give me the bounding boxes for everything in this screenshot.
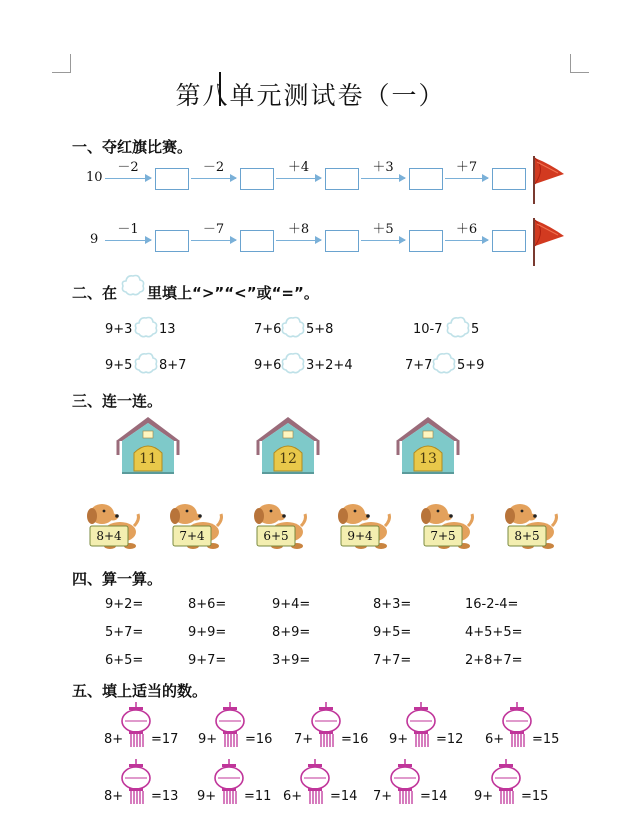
arrow bbox=[191, 178, 236, 179]
lantern-icon[interactable] bbox=[119, 702, 153, 752]
compare-right: 13 bbox=[159, 322, 176, 337]
lantern-icon[interactable] bbox=[489, 759, 523, 809]
answer-box[interactable] bbox=[240, 230, 274, 252]
operation-label: ＋3 bbox=[372, 160, 394, 175]
cloud-icon bbox=[120, 272, 146, 298]
calc-problem: 2+8+7= bbox=[465, 653, 523, 668]
fill-prefix: 9+ bbox=[474, 789, 494, 804]
red-flag-icon bbox=[532, 218, 566, 270]
cloud-answer-icon[interactable] bbox=[445, 314, 471, 344]
calc-problem: 8+6= bbox=[188, 597, 227, 612]
fill-prefix: 7+ bbox=[294, 732, 314, 747]
answer-box[interactable] bbox=[325, 168, 359, 190]
answer-box[interactable] bbox=[492, 168, 526, 190]
fill-result: =15 bbox=[532, 732, 560, 747]
fill-prefix: 7+ bbox=[373, 789, 393, 804]
calc-problem: 9+5= bbox=[373, 625, 412, 640]
crop-mark-right bbox=[570, 54, 589, 73]
arrow bbox=[276, 178, 321, 179]
dog-card[interactable] bbox=[414, 500, 476, 556]
lantern-icon[interactable] bbox=[213, 702, 247, 752]
compare-left: 9+3 bbox=[105, 322, 133, 337]
crop-mark-left bbox=[52, 54, 71, 73]
compare-right: 5 bbox=[471, 322, 480, 337]
fill-prefix: 6+ bbox=[283, 789, 303, 804]
dog-expression: 7+4 bbox=[179, 529, 205, 543]
section-4-heading: 四、算一算。 bbox=[72, 570, 163, 588]
compare-right: 5+9 bbox=[457, 358, 485, 373]
compare-right: 8+7 bbox=[159, 358, 187, 373]
calc-problem: 9+4= bbox=[272, 597, 311, 612]
arrow bbox=[276, 240, 321, 241]
page-title: 第八单元测试卷（一） bbox=[175, 81, 446, 110]
dog-house[interactable] bbox=[394, 415, 462, 481]
dog-card[interactable] bbox=[247, 500, 309, 556]
fill-result: =13 bbox=[151, 789, 179, 804]
operation-label: ＋7 bbox=[455, 160, 478, 175]
lantern-icon[interactable] bbox=[298, 759, 332, 809]
operation-label: －2 bbox=[202, 160, 225, 175]
lantern-icon[interactable] bbox=[404, 702, 438, 752]
fill-result: =15 bbox=[521, 789, 549, 804]
lantern-icon[interactable] bbox=[119, 759, 153, 809]
fill-result: =11 bbox=[244, 789, 272, 804]
compare-left: 9+5 bbox=[105, 358, 133, 373]
house-number: 13 bbox=[419, 451, 437, 467]
fill-result: =12 bbox=[436, 732, 464, 747]
dog-expression: 7+5 bbox=[430, 529, 456, 543]
lantern-icon[interactable] bbox=[500, 702, 534, 752]
calc-problem: 16-2-4= bbox=[465, 597, 519, 612]
cloud-answer-icon[interactable] bbox=[280, 350, 306, 380]
dog-house[interactable] bbox=[254, 415, 322, 481]
fill-prefix: 9+ bbox=[389, 732, 409, 747]
calc-problem: 8+9= bbox=[272, 625, 311, 640]
calc-problem: 7+7= bbox=[373, 653, 412, 668]
calc-problem: 5+7= bbox=[105, 625, 144, 640]
compare-right: 5+8 bbox=[306, 322, 334, 337]
compare-right: 3+2+4 bbox=[306, 358, 353, 373]
dog-card[interactable] bbox=[331, 500, 393, 556]
fill-result: =17 bbox=[151, 732, 179, 747]
arrow bbox=[445, 178, 488, 179]
cloud-answer-icon[interactable] bbox=[133, 350, 159, 380]
lantern-icon[interactable] bbox=[212, 759, 246, 809]
dog-expression: 8+5 bbox=[514, 529, 540, 543]
calc-problem: 8+3= bbox=[373, 597, 412, 612]
fill-result: =16 bbox=[245, 732, 273, 747]
lantern-icon[interactable] bbox=[388, 759, 422, 809]
operation-label: －2 bbox=[117, 160, 139, 175]
fill-prefix: 6+ bbox=[485, 732, 505, 747]
section-2-heading-a: 二、在 bbox=[72, 284, 118, 302]
answer-box[interactable] bbox=[409, 168, 443, 190]
operation-label: ＋6 bbox=[455, 222, 478, 237]
fill-result: =14 bbox=[420, 789, 448, 804]
cloud-answer-icon[interactable] bbox=[431, 350, 457, 380]
house-number: 12 bbox=[279, 451, 297, 467]
arrow bbox=[445, 240, 488, 241]
fill-prefix: 8+ bbox=[104, 789, 124, 804]
section-3-heading: 三、连一连。 bbox=[72, 392, 163, 410]
arrow bbox=[361, 240, 405, 241]
start-number: 10 bbox=[86, 170, 103, 185]
dog-card[interactable] bbox=[498, 500, 560, 556]
dog-expression: 9+4 bbox=[347, 529, 373, 543]
calc-problem: 9+2= bbox=[105, 597, 144, 612]
answer-box[interactable] bbox=[240, 168, 274, 190]
dog-house[interactable] bbox=[114, 415, 182, 481]
house-number: 11 bbox=[139, 451, 157, 467]
compare-left: 7+7 bbox=[405, 358, 433, 373]
compare-left: 7+6 bbox=[254, 322, 282, 337]
operation-label: ＋8 bbox=[287, 222, 310, 237]
operation-label: ＋4 bbox=[287, 160, 310, 175]
calc-problem: 3+9= bbox=[272, 653, 311, 668]
calc-problem: 9+9= bbox=[188, 625, 227, 640]
arrow bbox=[191, 240, 236, 241]
dog-card[interactable] bbox=[80, 500, 142, 556]
calc-problem: 9+7= bbox=[188, 653, 227, 668]
red-flag-icon bbox=[532, 156, 566, 208]
calc-problem: 4+5+5= bbox=[465, 625, 523, 640]
fill-result: =14 bbox=[330, 789, 358, 804]
operation-label: ＋5 bbox=[372, 222, 394, 237]
answer-box[interactable] bbox=[409, 230, 443, 252]
arrow bbox=[105, 240, 151, 241]
section-2-heading-b: 里填上“>”“<”或“=”。 bbox=[147, 284, 319, 302]
compare-left: 10-7 bbox=[413, 322, 443, 337]
lantern-icon[interactable] bbox=[309, 702, 343, 752]
section-5-heading: 五、填上适当的数。 bbox=[72, 682, 208, 700]
answer-box[interactable] bbox=[155, 168, 189, 190]
arrow bbox=[361, 178, 405, 179]
start-number: 9 bbox=[90, 232, 99, 247]
arrow bbox=[105, 178, 151, 179]
cloud-answer-icon[interactable] bbox=[280, 314, 306, 344]
operation-label: －1 bbox=[117, 222, 139, 237]
calc-problem: 6+5= bbox=[105, 653, 144, 668]
answer-box[interactable] bbox=[492, 230, 526, 252]
cloud-answer-icon[interactable] bbox=[133, 314, 159, 344]
fill-prefix: 9+ bbox=[198, 732, 218, 747]
section-1-heading: 一、夺红旗比赛。 bbox=[72, 138, 193, 156]
operation-label: －7 bbox=[202, 222, 225, 237]
dog-card[interactable] bbox=[163, 500, 225, 556]
dog-expression: 6+5 bbox=[263, 529, 289, 543]
answer-box[interactable] bbox=[325, 230, 359, 252]
fill-prefix: 8+ bbox=[104, 732, 124, 747]
answer-box[interactable] bbox=[155, 230, 189, 252]
compare-left: 9+6 bbox=[254, 358, 282, 373]
dog-expression: 8+4 bbox=[96, 529, 122, 543]
fill-prefix: 9+ bbox=[197, 789, 217, 804]
fill-result: =16 bbox=[341, 732, 369, 747]
